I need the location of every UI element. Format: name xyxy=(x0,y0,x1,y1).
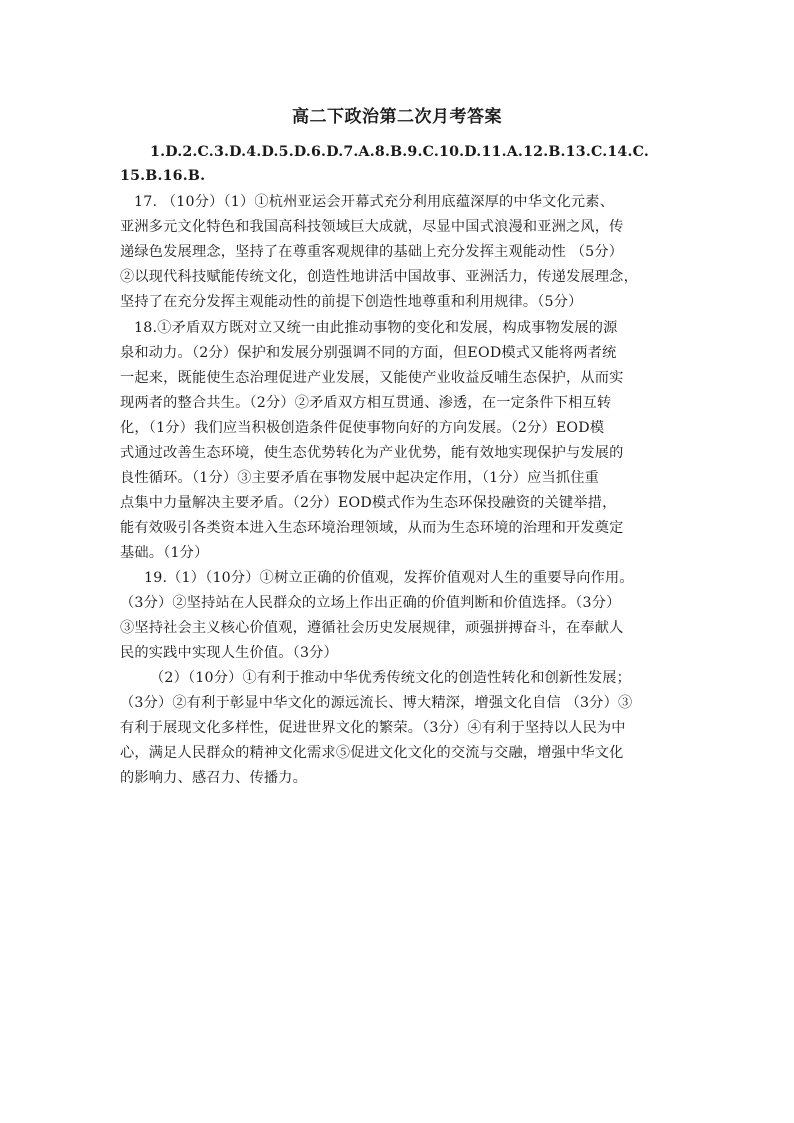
q19-part2-line-4: 心，满足人民群众的精神文化需求⑤促进文化文化的交流与交融，增强中华文化 xyxy=(120,745,624,761)
q18-line-5: 化，（1分）我们应当积极创造条件促使事物向好的方向发展。（2分）EOD模 xyxy=(120,420,605,436)
q17-line-3: 递绿色发展理念，坚持了在尊重客观规律的基础上充分发挥主观能动性 （5分） xyxy=(120,244,624,260)
q18-line-6: 式通过改善生态环境，使生态优势转化为产业优势，能有效地实现保护与发展的 xyxy=(120,445,624,461)
answer-key-line-2: 15.B.16.B. xyxy=(120,168,206,184)
q18-line-8: 点集中力量解决主要矛盾。（2分）EOD模式作为生态环保投融资的关键举措， xyxy=(120,495,617,511)
q19-part2-line-2: （3分）②有利于彰显中华文化的源远流长、博大精深，增强文化自信 （3分）③ xyxy=(120,695,633,711)
q18-line-9: 能有效吸引各类资本进入生态环境治理领域，从而为生态环境的治理和开发奠定 xyxy=(120,520,624,536)
answer-key-line-1: 1.D.2.C.3.D.4.D.5.D.6.D.7.A.8.B.9.C.10.D.11.A.12.B.13.C.14.C. xyxy=(150,144,650,160)
q18-line-1: 18.①矛盾双方既对立又统一由此推动事物的变化和发展，构成事物发展的源 xyxy=(134,320,618,336)
q18-line-10: 基础。（1分） xyxy=(120,545,209,561)
q19-part1-line-1: 19.（1）（10分）①树立正确的价值观，发挥价值观对人生的重要导向作用。 xyxy=(144,570,634,586)
q17-line-1: 17. （10分）（1）①杭州亚运会开幕式充分利用底蕴深厚的中华文化元素、 xyxy=(134,194,615,210)
q18-line-2: 泉和动力。（2分）保护和发展分别强调不同的方面，但EOD模式又能将两者统 xyxy=(120,345,617,361)
q19-part1-line-3: ③坚持社会主义核心价值观，遵循社会历史发展规律，顽强拼搏奋斗，在奉献人 xyxy=(120,620,624,636)
q18-line-7: 良性循环。（1分）③主要矛盾在事物发展中起决定作用，（1分）应当抓住重 xyxy=(120,470,600,486)
q19-part2-line-5: 的影响力、感召力、传播力。 xyxy=(120,770,308,786)
q19-part1-line-4: 民的实践中实现人生价值。（3分） xyxy=(120,645,338,661)
q17-line-2: 亚洲多元文化特色和我国高科技领域巨大成就，尽显中国式浪漫和亚洲之风，传 xyxy=(120,219,624,235)
document-title: 高二下政治第二次月考答案 xyxy=(292,107,502,127)
q18-line-4: 现两者的整合共生。（2分）②矛盾双方相互贯通、渗透，在一定条件下相互转 xyxy=(120,395,612,411)
q18-line-3: 一起来，既能使生态治理促进产业发展，又能使产业收益反哺生态保护，从而实 xyxy=(120,370,624,386)
q19-part2-line-3: 有利于展现文化多样性，促进世界文化的繁荣。（3分）④有利于坚持以人民为中 xyxy=(120,720,626,736)
q19-part1-line-2: （3分）②坚持站在人民群众的立场上作出正确的价值判断和价值选择。（3分） xyxy=(120,595,621,611)
q19-part2-line-1: （2）（10分）①有利于推动中华优秀传统文化的创造性转化和创新性发展； xyxy=(150,670,631,686)
q17-line-4: ②以现代科技赋能传统文化，创造性地讲活中国故事、亚洲活力，传递发展理念， xyxy=(120,269,638,285)
q17-line-5: 坚持了在充分发挥主观能动性的前提下创造性地尊重和利用规律。（5分） xyxy=(120,294,583,310)
